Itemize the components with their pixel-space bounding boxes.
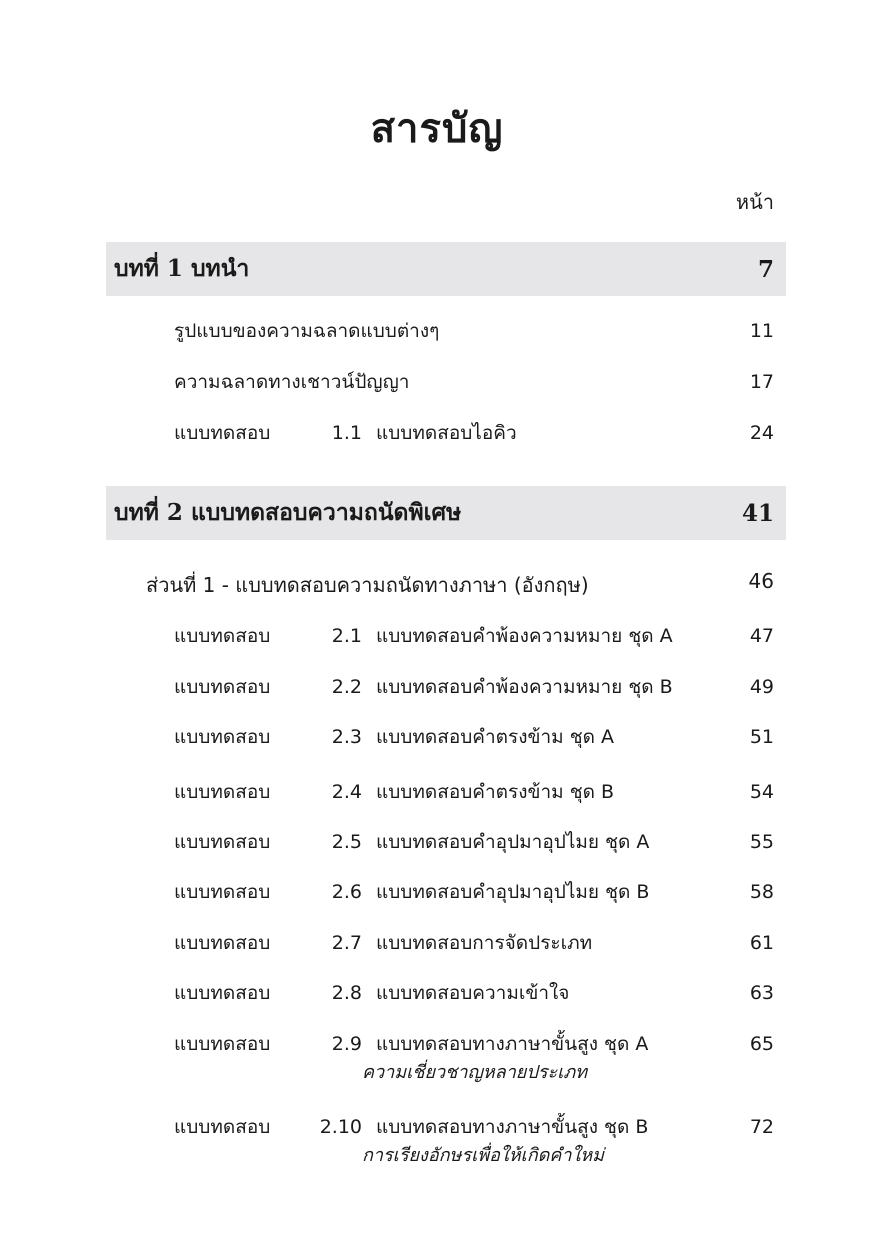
entry-title: แบบทดสอบคำตรงข้าม ชุด A — [376, 726, 614, 748]
entry-prefix: แบบทดสอบ — [174, 781, 271, 803]
entry-title: แบบทดสอบคำอุปมาอุปไมย ชุด A — [376, 831, 650, 853]
entry-page: 17 — [749, 371, 774, 393]
toc-entry[interactable] — [174, 367, 774, 397]
entry-page: 54 — [749, 781, 774, 803]
entry-prefix: แบบทดสอบ — [174, 726, 271, 748]
toc-entry[interactable] — [174, 877, 774, 907]
toc-entry[interactable] — [174, 1029, 774, 1083]
entry-prefix: แบบทดสอบ — [174, 932, 271, 954]
entry-page: 11 — [749, 320, 774, 342]
toc-entry[interactable] — [174, 672, 774, 702]
section-page: 46 — [748, 569, 774, 593]
chapter-heading-2[interactable] — [106, 486, 786, 540]
entry-number: 2.5 — [331, 831, 362, 853]
entry-subtitle: การเรียงอักษรเพื่อให้เกิดคำใหม่ — [362, 1145, 604, 1166]
entry-title: แบบทดสอบคำตรงข้าม ชุด B — [376, 781, 615, 803]
toc-entry[interactable] — [174, 777, 774, 807]
entry-page: 61 — [749, 932, 774, 954]
entry-title: แบบทดสอบคำพ้องความหมาย ชุด B — [376, 676, 673, 698]
entry-page: 58 — [749, 881, 774, 903]
entry-page: 49 — [749, 676, 774, 698]
entry-prefix: แบบทดสอบ — [174, 1033, 271, 1055]
entry-number: 2.3 — [331, 726, 362, 748]
entry-title: แบบทดสอบคำอุปมาอุปไมย ชุด B — [376, 881, 650, 903]
entry-number: 2.1 — [331, 625, 362, 647]
entry-number: 1.1 — [331, 422, 362, 444]
entry-title: แบบทดสอบทางภาษาขั้นสูง ชุด A — [376, 1033, 649, 1055]
entry-page: 65 — [749, 1033, 774, 1055]
entry-page: 47 — [749, 625, 774, 647]
entry-title: แบบทดสอบความเข้าใจ — [376, 982, 570, 1004]
entry-title: แบบทดสอบไอคิว — [376, 422, 517, 444]
toc-entry[interactable] — [174, 621, 774, 651]
entry-number: 2.4 — [331, 781, 362, 803]
toc-entry[interactable] — [174, 978, 774, 1008]
section-title: ส่วนที่ 1 - แบบทดสอบความถนัดทางภาษา (อังกฤษ) — [146, 573, 589, 597]
entry-page: 55 — [749, 831, 774, 853]
entry-prefix: แบบทดสอบ — [174, 1116, 271, 1138]
entry-number: 2.8 — [331, 982, 362, 1004]
entry-title: ความฉลาดทางเชาวน์ปัญญา — [174, 371, 410, 393]
entry-prefix: แบบทดสอบ — [174, 676, 271, 698]
entry-prefix: แบบทดสอบ — [174, 625, 271, 647]
toc-entry[interactable] — [174, 827, 774, 857]
toc-entry[interactable] — [174, 722, 774, 752]
toc-entry[interactable] — [174, 928, 774, 958]
entry-prefix: แบบทดสอบ — [174, 422, 271, 444]
chapter-page: 41 — [741, 499, 774, 527]
entry-title: แบบทดสอบทางภาษาขั้นสูง ชุด B — [376, 1116, 649, 1138]
toc-entry[interactable] — [174, 316, 774, 346]
chapter-title: บทที่ 1 บทนำ — [114, 255, 250, 282]
section-heading[interactable] — [146, 569, 774, 601]
entry-title: แบบทดสอบการจัดประเภท — [376, 932, 593, 954]
entry-number: 2.6 — [331, 881, 362, 903]
entry-number: 2.9 — [331, 1033, 362, 1055]
chapter-page: 7 — [757, 255, 774, 283]
page-column-label: หน้า — [735, 190, 774, 214]
entry-page: 72 — [749, 1116, 774, 1138]
entry-number: 2.2 — [331, 676, 362, 698]
entry-prefix: แบบทดสอบ — [174, 881, 271, 903]
entry-page: 63 — [749, 982, 774, 1004]
entry-page: 51 — [749, 726, 774, 748]
entry-title: แบบทดสอบคำพ้องความหมาย ชุด A — [376, 625, 673, 647]
chapter-title: บทที่ 2 แบบทดสอบความถนัดพิเศษ — [114, 499, 462, 526]
toc-entry[interactable] — [174, 1112, 774, 1166]
entry-page: 24 — [749, 422, 774, 444]
chapter-heading-1[interactable] — [106, 242, 786, 296]
toc-entry[interactable] — [174, 418, 774, 448]
entry-subtitle: ความเชี่ยวชาญหลายประเภท — [362, 1062, 587, 1083]
page-title: สารบัญ — [370, 106, 504, 152]
entry-prefix: แบบทดสอบ — [174, 982, 271, 1004]
entry-number: 2.7 — [331, 932, 362, 954]
entry-title: รูปแบบของความฉลาดแบบต่างๆ — [174, 320, 440, 342]
entry-prefix: แบบทดสอบ — [174, 831, 271, 853]
entry-number: 2.10 — [319, 1116, 362, 1138]
